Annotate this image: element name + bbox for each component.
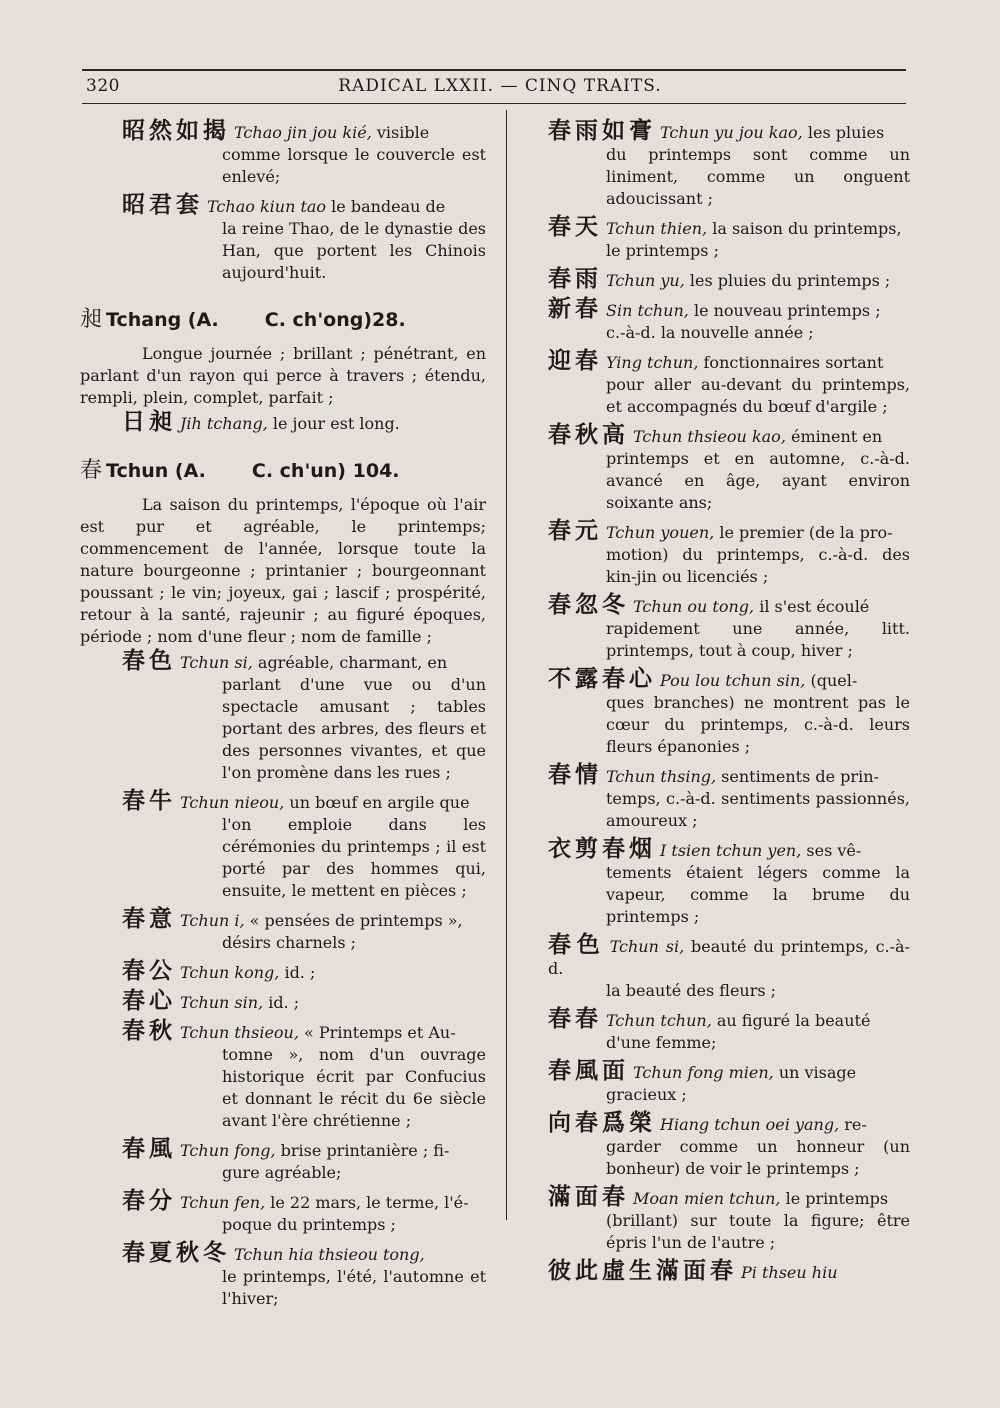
entry-gloss: le 22 mars, le terme, l'é-	[265, 1193, 469, 1212]
entry-characters: 春秋高	[548, 421, 629, 448]
right-entries	[548, 117, 910, 1284]
dictionary-entry	[548, 835, 910, 928]
entry-characters: 春色	[122, 647, 176, 674]
entry-gloss: id. ;	[263, 993, 300, 1012]
entry-romanization: Tchun sin,	[180, 993, 264, 1012]
entry-definition: pour aller au-devant du printemps, et accompagnés du bœuf d'argile ;	[606, 375, 910, 416]
dictionary-entry	[548, 295, 910, 344]
entry-definition: printemps et en automne, c.-à-d. avancé en âge, ayant environ soixante ans;	[606, 449, 910, 512]
entry-romanization: Tchun fong,	[180, 1141, 276, 1160]
entry-characters: 春牛	[122, 787, 176, 814]
entry-characters: 春分	[122, 1187, 176, 1214]
entry-characters: 春元	[548, 517, 602, 544]
header-rule	[82, 69, 906, 71]
left-entries-top	[80, 117, 486, 284]
entry-definition: le printemps ;	[606, 241, 719, 260]
headword-cantonese: C. ch'un)	[251, 460, 346, 482]
entry-romanization: Tchun thsing,	[606, 767, 717, 786]
entry-definition: le printemps, l'été, l'automne et l'hiver;	[222, 1267, 486, 1308]
entry-characters: 春意	[122, 905, 176, 932]
entry-gloss: les pluies du printemps ;	[684, 271, 891, 290]
dictionary-entry	[548, 1257, 910, 1284]
entry-characters: 春天	[548, 213, 602, 240]
entry-characters: 衣剪春烟	[548, 835, 656, 862]
entry-definition: gracieux ;	[606, 1085, 687, 1104]
entry-romanization: Tchun fong mien,	[633, 1063, 774, 1082]
page-number: 320	[86, 76, 120, 96]
headword-cantonese: C. ch'ong)	[264, 309, 373, 331]
definition-paragraph: Longue journée ; brillant ; pénétrant, en parlant d'un rayon qui perce à travers ; étendu, rempli, plein, complet, parfait ;	[80, 344, 486, 407]
entry-gloss: au figuré la beauté	[711, 1011, 871, 1030]
dictionary-entry	[122, 987, 486, 1014]
entry-characters: 彼此虛生滿面春	[548, 1257, 737, 1284]
entry-romanization: I tsien tchun yen,	[660, 841, 802, 860]
entry-romanization: Pou lou tchun sin,	[660, 671, 806, 690]
entry-romanization: Tchun thsieou kao,	[633, 427, 786, 446]
header-subrule	[82, 103, 906, 104]
entry-romanization: Pi thseu hiu	[741, 1263, 838, 1282]
entry-romanization: Tchun hia thsieou tong,	[234, 1245, 425, 1264]
entry-definition: ques branches) ne montrent pas le cœur du printemps, c.-à-d. leurs fleurs épanonies ;	[606, 693, 910, 756]
dictionary-entry	[548, 1109, 910, 1180]
entry-gloss: le bandeau de	[326, 197, 446, 216]
entry-definition: poque du printemps ;	[222, 1215, 396, 1234]
entry-romanization: Tchao jin jou kié,	[234, 123, 372, 142]
dictionary-entry	[548, 665, 910, 758]
entry-gloss: le premier (de la pro-	[714, 523, 893, 542]
entry-gloss: éminent en	[785, 427, 883, 446]
entry-romanization: Hiang tchun oei yang,	[660, 1115, 840, 1134]
entry-gloss: les pluies	[802, 123, 885, 142]
entry-romanization: Tchun yu jou kao,	[660, 123, 803, 142]
entry-gloss: sentiments de prin-	[716, 767, 879, 786]
headword-name: Tchun (A.	[106, 460, 206, 482]
entry-definition: temps, c.-à-d. sentiments passionnés, amoureux ;	[606, 789, 910, 830]
dictionary-entry	[122, 191, 486, 284]
entry-characters: 春雨如膏	[548, 117, 656, 144]
entry-characters: 春色	[548, 931, 606, 958]
entry-characters: 迎春	[548, 347, 602, 374]
column-divider	[506, 110, 507, 1220]
entry-romanization: Tchao kiun tao	[207, 197, 327, 216]
left-column	[80, 117, 486, 1316]
entry-romanization: Ying tchun,	[606, 353, 699, 372]
dictionary-entry	[548, 117, 910, 210]
entry-gloss: « pensées de printemps »,	[244, 911, 463, 930]
entry-romanization: Tchun si,	[180, 653, 253, 672]
entry-characters: 春公	[122, 957, 176, 984]
entry-gloss: visible	[371, 123, 430, 142]
entry-gloss: il s'est écoulé	[754, 597, 870, 616]
page-title: RADICAL LXXII. — CINQ TRAITS.	[338, 76, 662, 96]
entry-romanization: Tchun kong,	[180, 963, 280, 982]
entry-romanization: Tchun tchun,	[606, 1011, 712, 1030]
entry-gloss: la saison du printemps,	[707, 219, 902, 238]
entry-characters: 春風面	[548, 1057, 629, 1084]
entry-definition: rapidement une année, litt. printemps, tout à coup, hiver ;	[606, 619, 910, 660]
entry-characters: 春秋	[122, 1017, 176, 1044]
dictionary-entry	[548, 347, 910, 418]
dictionary-entry	[548, 265, 910, 292]
dictionary-entry	[122, 647, 486, 784]
dictionary-entry	[122, 1239, 486, 1310]
entry-gloss: le printemps	[780, 1189, 889, 1208]
entry-gloss: un bœuf en argile que	[284, 793, 470, 812]
entry-characters: 昭然如揭	[122, 117, 230, 144]
entry-romanization: Tchun thsieou,	[180, 1023, 299, 1042]
entry-definition: tements étaient légers comme la vapeur, comme la brume du printemps ;	[606, 863, 910, 926]
entry-romanization: Sin tchun,	[606, 301, 689, 320]
entry-characters: 春情	[548, 761, 602, 788]
headword-character: 昶	[80, 307, 103, 332]
dictionary-entry	[122, 1017, 486, 1132]
entry-characters: 春心	[122, 987, 176, 1014]
headword-tchang	[80, 302, 486, 333]
dictionary-entry	[122, 117, 486, 188]
entry-definition: motion) du printemps, c.-à-d. des kin-jin ou licenciés ;	[606, 545, 910, 586]
entry-characters: 滿面春	[548, 1183, 629, 1210]
entry-characters: 春夏秋冬	[122, 1239, 230, 1266]
entry-romanization: Tchun si,	[609, 937, 685, 956]
entry-definition: désirs charnels ;	[222, 933, 357, 952]
left-entries-bottom	[80, 647, 486, 1310]
entry-definition: du printemps sont comme un liniment, comme un onguent adoucissant ;	[606, 145, 910, 208]
entry-gloss: fonctionnaires sortant	[698, 353, 884, 372]
dictionary-entry	[122, 1135, 486, 1184]
entry-gloss: agréable, charmant, en	[252, 653, 448, 672]
entry-definition: comme lorsque le couvercle est enlevé;	[222, 145, 486, 186]
entry-gloss: le nouveau printemps ;	[688, 301, 881, 320]
dictionary-entry	[548, 213, 910, 262]
dictionary-entry	[122, 957, 486, 984]
entry-gloss: re-	[839, 1115, 867, 1134]
entry-gloss: ses vê-	[801, 841, 862, 860]
entry-gloss: le jour est long.	[267, 414, 400, 433]
dictionary-entry	[548, 421, 910, 514]
dictionary-entry	[548, 1057, 910, 1106]
entry-definition: garder comme un honneur (un bonheur) de voir le printemps ;	[606, 1137, 910, 1178]
definition-paragraph: La saison du printemps, l'époque où l'air est pur et agréable, le printemps; commencement de l'année, lorsque toute la nature bourgeonne ; printanier ; bourgeonnant poussant ; le vin; joyeux, gai ; lascif ; prospérité, retour à la santé, rajeunir ; au figuré époques, période ; nom d'une fleur ; nom de famille ;	[80, 495, 486, 646]
dictionary-entry	[548, 1183, 910, 1254]
entry-gloss: un visage	[773, 1063, 857, 1082]
entry-characters: 春風	[122, 1135, 176, 1162]
dictionary-entry	[548, 761, 910, 832]
entry-romanization: Tchun nieou,	[180, 793, 285, 812]
entry-gloss: « Printemps et Au-	[298, 1023, 456, 1042]
entry-characters: 春忽冬	[548, 591, 629, 618]
dictionary-entry	[122, 787, 486, 902]
entry-characters: 日昶	[122, 408, 176, 435]
entry-gloss: brise printanière ; fi-	[275, 1141, 450, 1160]
entry-characters: 向春爲榮	[548, 1109, 656, 1136]
dictionary-entry	[80, 408, 486, 435]
entry-characters: 春雨	[548, 265, 602, 292]
dictionary-entry	[548, 1005, 910, 1054]
dictionary-entry	[122, 1187, 486, 1236]
entry-romanization: Tchun yu,	[606, 271, 685, 290]
entry-definition: parlant d'une vue ou d'un spectacle amusant ; tables portant des arbres, des fleurs et des personnes vivantes, et que l'on promène dans les rues ;	[222, 675, 486, 782]
dictionary-entry	[122, 905, 486, 954]
headword-character: 春	[80, 458, 103, 483]
entry-romanization: Tchun ou tong,	[633, 597, 755, 616]
headword-tchun	[80, 453, 486, 484]
entry-definition: d'une femme;	[606, 1033, 717, 1052]
entry-definition: c.-à-d. la nouvelle année ;	[606, 323, 814, 342]
dictionary-entry	[548, 517, 910, 588]
entry-definition: la beauté des fleurs ;	[606, 981, 777, 1000]
entry-romanization: Tchun thien,	[606, 219, 708, 238]
entry-romanization: Tchun fen,	[180, 1193, 266, 1212]
entry-gloss: id. ;	[279, 963, 316, 982]
entry-characters: 春春	[548, 1005, 602, 1032]
headword-number: 28.	[372, 309, 406, 331]
entry-romanization: Jih tchang,	[180, 414, 268, 433]
entry-characters: 昭君套	[122, 191, 203, 218]
dictionary-entry	[548, 931, 910, 1002]
entry-definition: tomne », nom d'un ouvrage historique écrit par Confucius et donnant le récit du 6e siècle avant l'ère chrétienne ;	[222, 1045, 486, 1130]
entry-definition: gure agréable;	[222, 1163, 342, 1182]
right-column	[548, 117, 910, 1290]
entry-romanization: Tchun i,	[180, 911, 245, 930]
headword-name: Tchang (A.	[106, 309, 219, 331]
entry-definition: (brillant) sur toute la figure; être épris l'un de l'autre ;	[606, 1211, 910, 1252]
entry-characters: 不露春心	[548, 665, 656, 692]
headword-number: 104.	[352, 460, 400, 482]
dictionary-entry	[548, 591, 910, 662]
entry-romanization: Moan mien tchun,	[633, 1189, 781, 1208]
entry-gloss: beauté du printemps, c.-à-d.	[548, 937, 910, 978]
entry-romanization: Tchun youen,	[606, 523, 715, 542]
entry-gloss: (quel-	[805, 671, 858, 690]
entry-characters: 新春	[548, 295, 602, 322]
entry-definition: l'on emploie dans les cérémonies du printemps ; il est porté par des hommes qui, ensuite, le mettent en pièces ;	[222, 815, 486, 900]
entry-definition: la reine Thao, de le dynastie des Han, que portent les Chinois aujourd'huit.	[222, 219, 486, 282]
